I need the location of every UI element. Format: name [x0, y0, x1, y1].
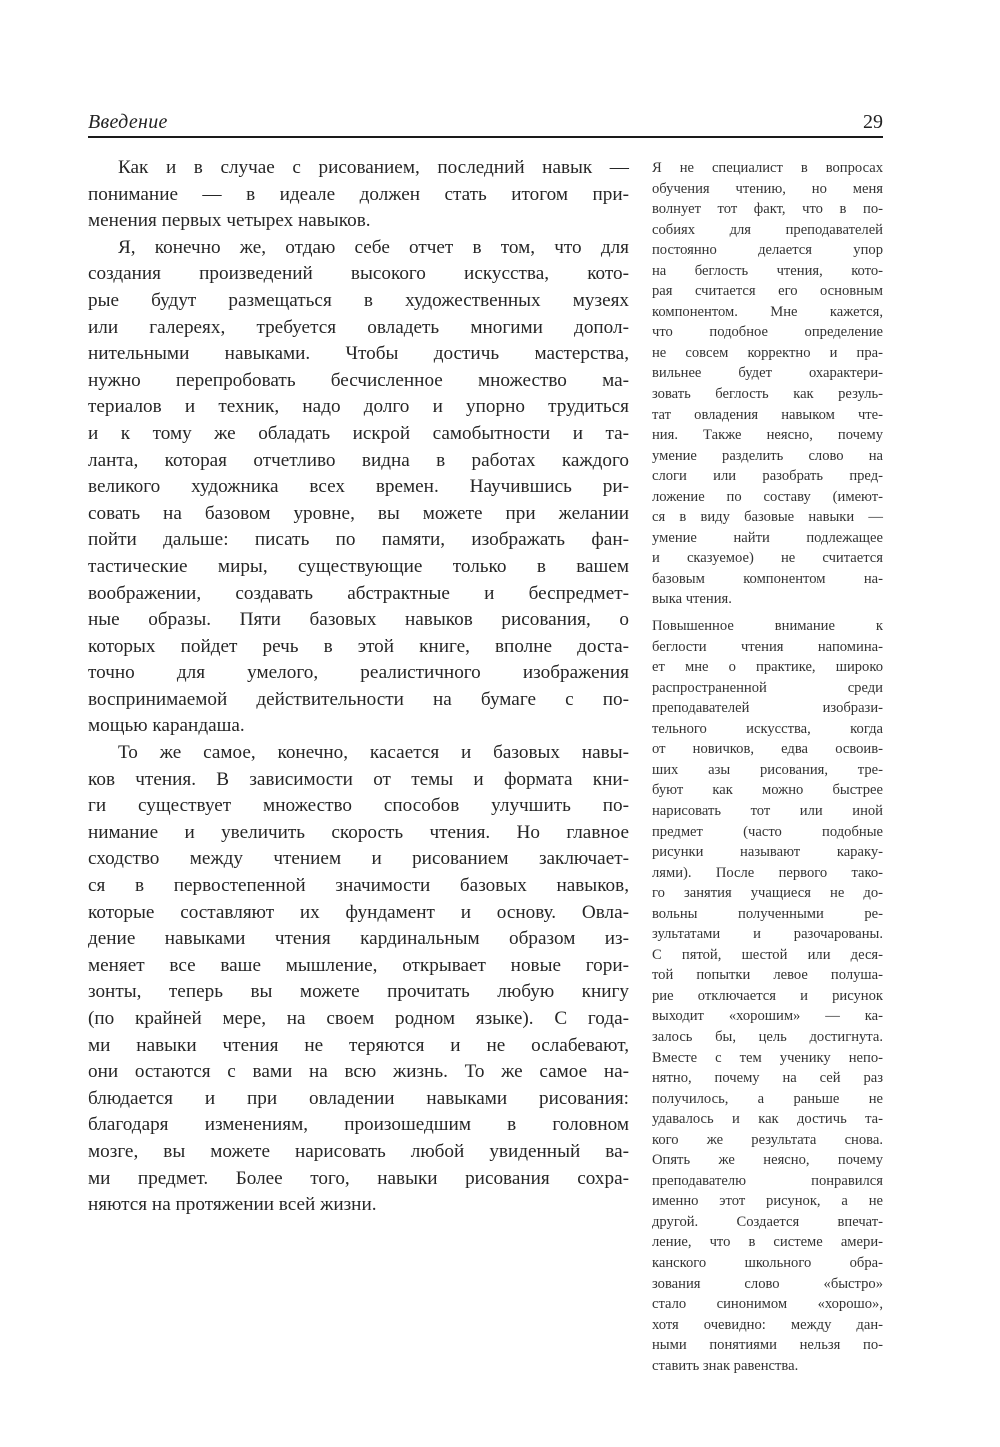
- sidebar-line: ление, что в системе амери-: [652, 1234, 883, 1251]
- sidebar-line: зовать беглость как резуль-: [652, 386, 883, 403]
- sidebar-line: выка чтения.: [652, 591, 732, 608]
- sidebar-line: преподавателей изобрази-: [652, 700, 883, 717]
- text-line: нужно перепробовать бесчисленное множество ма-: [88, 369, 629, 391]
- text-line: благодаря изменениям, произошедшим в головном: [88, 1114, 629, 1136]
- sidebar-line: слоги или разобрать пред-: [652, 468, 883, 485]
- text-line: которых пойдет речь в этой книге, вполне доста-: [88, 635, 629, 657]
- sidebar-line: что подобное определение: [652, 324, 883, 341]
- sidebar-line: от новичков, едва освоив-: [652, 741, 883, 758]
- sidebar-line: обучения чтению, но меня: [652, 180, 883, 197]
- sidebar-line: той попытки левое полуша-: [652, 967, 883, 984]
- sidebar-line: рая считается его основным: [652, 283, 883, 300]
- sidebar-line: лями). После первого тако-: [652, 864, 883, 881]
- sidebar-line: стало синонимом «хорошо»,: [652, 1296, 883, 1313]
- sidebar-line: Повышенное внимание к: [652, 618, 883, 635]
- text-line: понимание — в идеале должен стать итогом при-: [88, 183, 629, 205]
- text-line: нимание и увеличить скорость чтения. Но главное: [88, 821, 629, 843]
- sidebar-line: удавалось и как достичь та-: [652, 1111, 883, 1128]
- sidebar-line: другой. Создается впечат-: [652, 1213, 883, 1230]
- text-line: няются на протяжении всей жизни.: [88, 1194, 377, 1216]
- sidebar-line: хотя очевидно: между дан-: [652, 1316, 883, 1333]
- text-line: То же самое, конечно, касается и базовых навы-: [118, 742, 629, 764]
- sidebar-line: го занятия учащиеся не до-: [652, 885, 883, 902]
- sidebar-line: и сказуемое) не считается: [652, 550, 883, 567]
- text-line: нительными навыками. Чтобы достичь мастерства,: [88, 343, 629, 365]
- text-line: которые составляют их фундамент и основу. Овла-: [88, 901, 629, 923]
- text-line: ланта, которая отчетливо видна в работах каждого: [88, 449, 629, 471]
- main-paragraph: [88, 740, 629, 1219]
- text-line: ные образы. Пяти базовых навыков рисования, о: [88, 609, 629, 631]
- sidebar-line: Я не специалист в вопросах: [652, 160, 883, 176]
- sidebar-line: ставить знак равенства.: [652, 1357, 799, 1374]
- text-line: ми навыки чтения не теряются и не ослабевают,: [88, 1034, 629, 1056]
- sidebar-line: постоянно делается упор: [652, 242, 883, 259]
- text-line: создания произведений высокого искусства, кото-: [88, 263, 629, 285]
- text-line: великого художника всех времен. Научившись ри-: [88, 476, 629, 498]
- sidebar-line: вольны полученными ре-: [652, 905, 883, 922]
- sidebar-line: тельного искусства, когда: [652, 720, 883, 737]
- main-paragraph: [88, 155, 629, 235]
- sidebar-line: ложение по составу (имеют-: [652, 488, 883, 505]
- sidebar-line: умение разделить слово на: [652, 447, 883, 464]
- text-line: териалов и техник, надо долго и упорно трудиться: [88, 396, 629, 418]
- sidebar-line: распространенной среди: [652, 679, 883, 696]
- text-line: тастические миры, существующие только в вашем: [88, 555, 629, 577]
- main-text-column: [88, 155, 629, 1219]
- text-line: мощью карандаша.: [88, 715, 245, 737]
- text-line: совать на базовом уровне, вы можете при желании: [88, 502, 629, 524]
- sidebar-line: базовым компонентом на-: [652, 570, 883, 587]
- sidebar-line: преподавателю понравился: [652, 1172, 883, 1189]
- text-line: ми предмет. Более того, навыки рисования сохра-: [88, 1167, 629, 1189]
- text-line: ся в первостепенной значимости базовых навыков,: [88, 875, 629, 897]
- text-line: ги существует множество способов улучшить по-: [88, 795, 629, 817]
- sidebar-line: получилось, а раньше не: [652, 1090, 883, 1107]
- text-line: Я, конечно же, отдаю себе отчет в том, что для: [118, 236, 629, 258]
- text-line: зонты, теперь вы можете прочитать любую книгу: [88, 981, 629, 1003]
- text-line: сходство между чтением и рисованием заключает-: [88, 848, 629, 870]
- text-line: дение навыками чтения кардинальным образом из-: [88, 928, 629, 950]
- text-line: рые будут размещаться в художественных музеях: [88, 289, 629, 311]
- sidebar-line: ными понятиями нельзя по-: [652, 1337, 883, 1354]
- sidebar-line: ет мне о практике, широко: [652, 659, 883, 676]
- text-line: они остаются с вами на всю жизнь. То же самое на-: [88, 1061, 629, 1083]
- text-line: и к тому же обладать искрой самобытности и та-: [88, 422, 629, 444]
- sidebar-line: вильнее будет охарактери-: [652, 365, 883, 382]
- text-line: воспринимаемой действительности на бумаге с по-: [88, 688, 629, 710]
- text-line: воображении, создавать абстрактные и беспредмет-: [88, 582, 629, 604]
- sidebar-line: собиях для преподавателей: [652, 221, 883, 238]
- sidebar-line: залось бы, цель достигнута.: [652, 1028, 883, 1045]
- sidebar-line: зультатами и разочарованы.: [652, 926, 883, 943]
- text-line: блюдается и при овладении навыками рисования:: [88, 1087, 629, 1109]
- sidebar-paragraph: [652, 158, 883, 610]
- text-line: Как и в случае с рисованием, последний навык —: [118, 157, 629, 178]
- text-line: (по крайней мере, на своем родном языке). С года-: [88, 1008, 629, 1029]
- sidebar-line: нятно, почему на сей раз: [652, 1070, 883, 1087]
- sidebar-line: ся в виду базовые навыки —: [652, 509, 883, 526]
- sidebar-line: компонентом. Мне кажется,: [652, 303, 883, 320]
- text-line: или галереях, требуется овладеть многими допол-: [88, 316, 629, 338]
- sidebar-paragraph: [652, 616, 883, 1376]
- sidebar-line: не совсем корректно и пра-: [652, 344, 883, 361]
- sidebar-line: зования слово «быстро»: [652, 1275, 883, 1292]
- sidebar-line: выходит «хорошим» — ка-: [652, 1008, 883, 1025]
- text-line: мозге, вы можете нарисовать любой увиденный ва-: [88, 1140, 629, 1162]
- text-line: пойти дальше: писать по памяти, изображать фан-: [88, 529, 629, 551]
- sidebar-line: рие отключается и рисунок: [652, 987, 883, 1004]
- margin-note-sidebar: [652, 158, 883, 1376]
- sidebar-line: волнует тот факт, что в по-: [652, 201, 883, 218]
- page-header: [88, 108, 883, 138]
- sidebar-line: Опять же неясно, почему: [652, 1152, 883, 1169]
- text-line: ков чтения. В зависимости от темы и формата кни-: [88, 768, 629, 790]
- sidebar-line: Вместе с тем ученику непо-: [652, 1049, 883, 1066]
- sidebar-line: именно этот рисунок, а не: [652, 1193, 883, 1210]
- main-paragraph: [88, 235, 629, 740]
- sidebar-line: предмет (часто подобные: [652, 823, 883, 840]
- sidebar-line: буют как можно быстрее: [652, 782, 883, 799]
- sidebar-line: кого же результата снова.: [652, 1131, 883, 1148]
- sidebar-line: на беглость чтения, кото-: [652, 262, 883, 279]
- page-number: 29: [863, 111, 883, 133]
- text-line: точно для умелого, реалистичного изображения: [88, 662, 629, 684]
- running-head: Введение: [88, 111, 168, 133]
- sidebar-line: канского школьного обра-: [652, 1254, 883, 1271]
- sidebar-line: рисунки называют караку-: [652, 844, 883, 861]
- sidebar-line: умение найти подлежащее: [652, 529, 883, 546]
- text-line: менения первых четырех навыков.: [88, 210, 371, 232]
- sidebar-line: ших азы рисования, тре-: [652, 761, 883, 778]
- sidebar-line: нарисовать тот или иной: [652, 802, 883, 819]
- sidebar-line: тат овладения навыком чте-: [652, 406, 883, 423]
- sidebar-line: ния. Также неясно, почему: [652, 427, 883, 444]
- sidebar-line: беглости чтения напомина-: [652, 638, 883, 655]
- text-line: меняет все ваше мышление, открывает новые гори-: [88, 954, 629, 976]
- sidebar-line: С пятой, шестой или деся-: [652, 946, 883, 963]
